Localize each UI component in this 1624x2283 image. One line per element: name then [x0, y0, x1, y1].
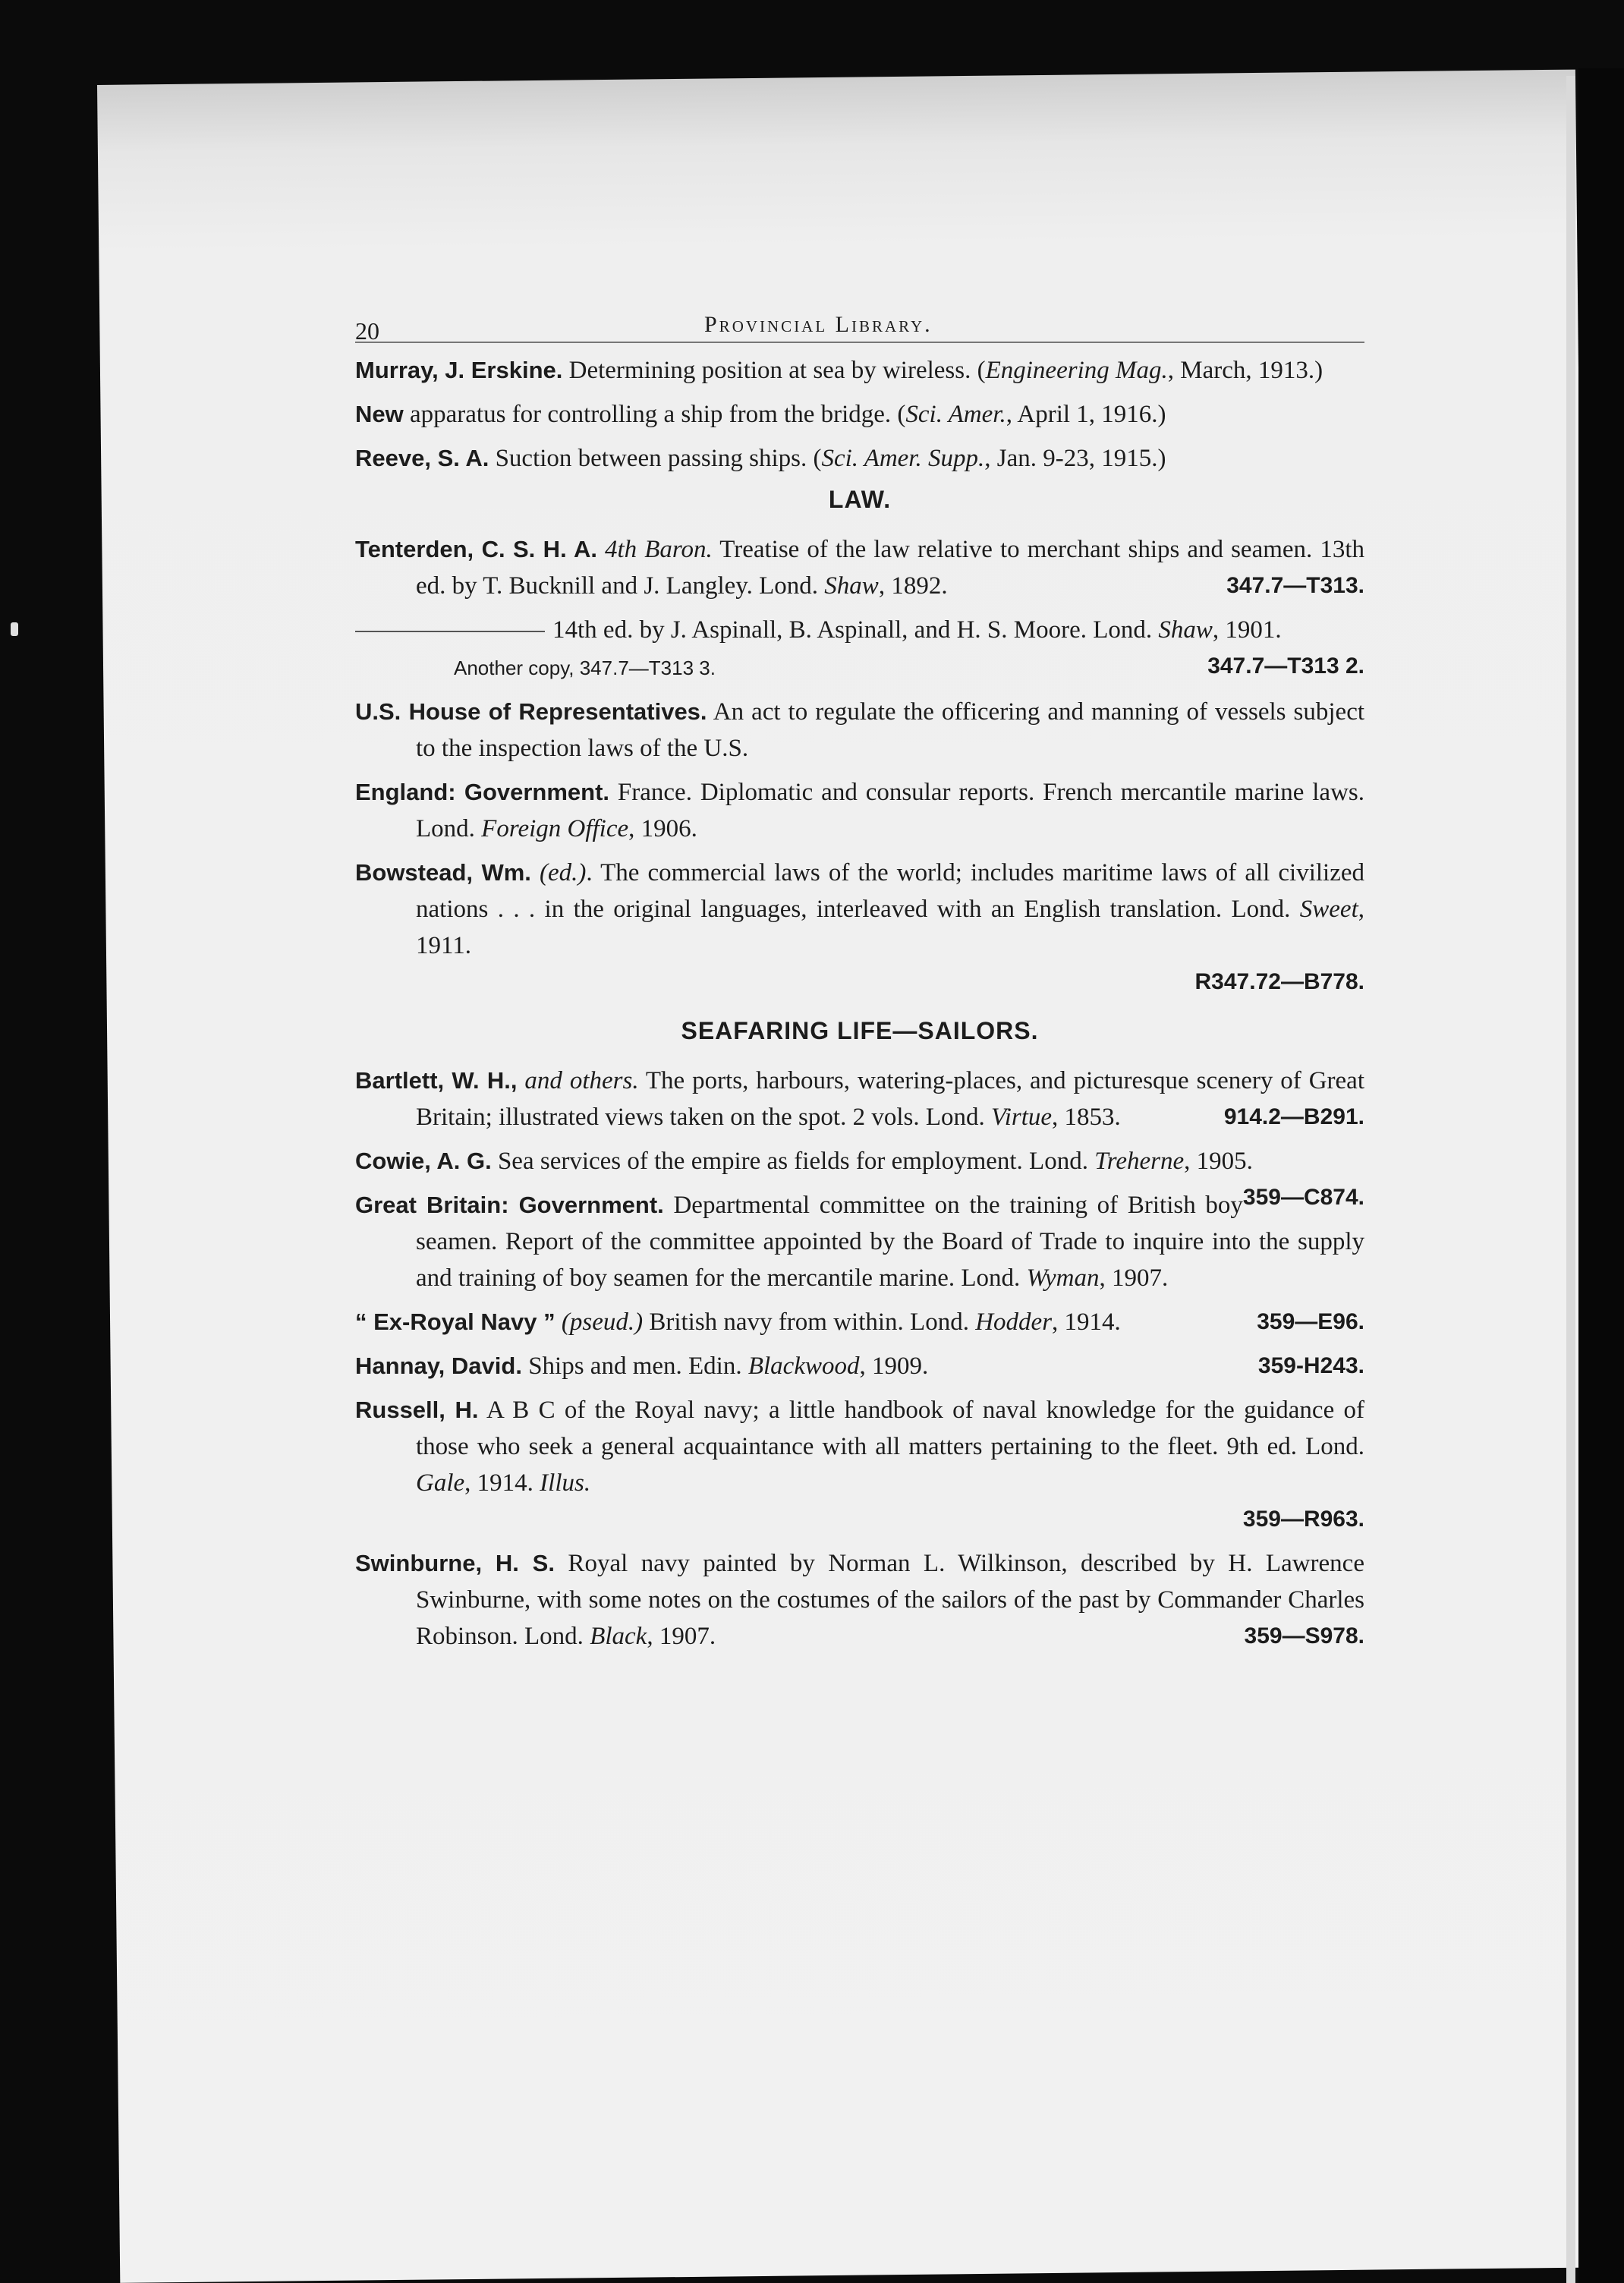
entry-bowstead: Bowstead, Wm. (ed.). The commercial laws of the world; includes maritime laws of all civilized nations . . . in the original languages, interleaved with an English translation. Lond. Sweet, 1911. R347.72—B778.: [355, 855, 1364, 1000]
entry-author: Reeve, S. A.: [355, 445, 489, 471]
call-number: 914.2—B291.: [1223, 1104, 1364, 1129]
ditto-rule: [355, 631, 545, 632]
call-number: 359—E96.: [1257, 1309, 1364, 1334]
call-number: 359—C874.: [1242, 1185, 1364, 1210]
entry-reeve: Reeve, S. A. Suction between passing ships. (Sci. Amer. Supp., Jan. 9-23, 1915.): [355, 445, 1166, 472]
entry-us-house: U.S. House of Representatives. An act to regulate the officering and manning of vessels subject to the inspection laws of the U.S.: [355, 698, 1365, 762]
entry-author: Cowie, A. G.: [355, 1148, 492, 1174]
section-heading-seafaring: SEAFARING LIFE—SAILORS.: [681, 1017, 1039, 1044]
call-number: 347.7—T313 2.: [1207, 653, 1364, 679]
entry-murray: Murray, J. Erskine. Determining position at sea by wireless. (Engineering Mag., March, 1913.): [355, 357, 1323, 384]
entry-author: Russell, H.: [355, 1397, 479, 1423]
call-number: 359—S978.: [1244, 1623, 1364, 1648]
call-number: 347.7—T313.: [1226, 573, 1364, 598]
another-copy-note: Another copy, 347.7—T313 3.: [454, 657, 716, 679]
call-number: 359—R963.: [1242, 1507, 1364, 1532]
entry-tenterden: Tenterden, C. S. H. A. 4th Baron. Treatise of the law relative to merchant ships and seamen. 13th ed. by T. Bucknill and J. Langley. Lond. Shaw, 1892. 347.7—T313.: [355, 531, 1364, 604]
scan-speck: [11, 622, 18, 636]
entry-author: Hannay, David.: [355, 1352, 522, 1379]
running-title: Provincial Library.: [704, 312, 933, 337]
page-edge: [1566, 76, 1575, 2283]
call-number: R347.72—B778.: [1194, 969, 1364, 994]
entry-author: Bartlett, W. H.,: [355, 1067, 518, 1094]
entry-tenterden-14th: 14th ed. by J. Aspinall, B. Aspinall, and H. S. Moore. Lond. Shaw, 1901. 347.7—T313 2.: [355, 612, 1364, 648]
entry-author: Swinburne, H. S.: [355, 1550, 555, 1576]
entry-new-apparatus: New apparatus for controlling a ship from the bridge. (Sci. Amer., April 1, 1916.): [355, 401, 1166, 428]
entry-swinburne: Swinburne, H. S. Royal navy painted by Norman L. Wilkinson, described by H. Lawrence Swinburne, with some notes on the costumes of the sailors of the past by Commander Charles Robinson. Lond. Black, 1907. 359—S978.: [355, 1545, 1364, 1655]
entry-author: Bowstead, Wm.: [355, 859, 531, 886]
entry-author: Tenterden, C. S. H. A.: [355, 536, 597, 562]
call-number: 359-H243.: [1257, 1353, 1364, 1378]
page-number: 20: [355, 317, 379, 345]
entry-author: U.S. House of Representatives.: [355, 698, 707, 725]
running-head: [355, 304, 1364, 343]
entry-cowie: Cowie, A. G. Sea services of the empire as fields for employment. Lond. Treherne, 1905. 359—C874.: [355, 1143, 1364, 1179]
entry-bartlett: Bartlett, W. H., and others. The ports, harbours, watering-places, and picturesque scenery of Great Britain; illustrated views taken on the spot. 2 vols. Lond. Virtue, 1853. 914.2—B291.: [355, 1063, 1364, 1135]
entry-hannay: Hannay, David. Ships and men. Edin. Blackwood, 1909. 359-H243.: [355, 1348, 1364, 1384]
entry-author: England: Government.: [355, 779, 610, 805]
entry-author: Great Britain: Government.: [355, 1192, 664, 1218]
scan-border-right: [1578, 68, 1624, 2283]
entry-author: Murray, J. Erskine.: [355, 357, 563, 383]
entry-ex-royal-navy: “ Ex-Royal Navy ” (pseud.) British navy from within. Lond. Hodder, 1914. 359—E96.: [355, 1304, 1364, 1340]
entry-author: New: [355, 401, 404, 427]
section-heading-law: LAW.: [828, 486, 892, 513]
entry-russell: Russell, H. A B C of the Royal navy; a little handbook of naval knowledge for the guidance of those who seek a general acquaintance with all matters pertaining to the fleet. 9th ed. Lond. Gale, 1914. Illus. 359—R963.: [355, 1392, 1364, 1538]
page-content: [355, 304, 1364, 1659]
entry-author: “ Ex-Royal Navy ”: [355, 1308, 555, 1335]
entry-england: England: Government. France. Diplomatic and consular reports. French mercantile marine laws. Lond. Foreign Office, 1906.: [355, 779, 1364, 842]
entry-great-britain: Great Britain: Government. Departmental committee on the training of British boy seamen. Report of the committee appointed by the Board of Trade to inquire into the supply and training of boy seamen for the mercantile marine. Lond. Wyman, 1907.: [355, 1192, 1364, 1292]
